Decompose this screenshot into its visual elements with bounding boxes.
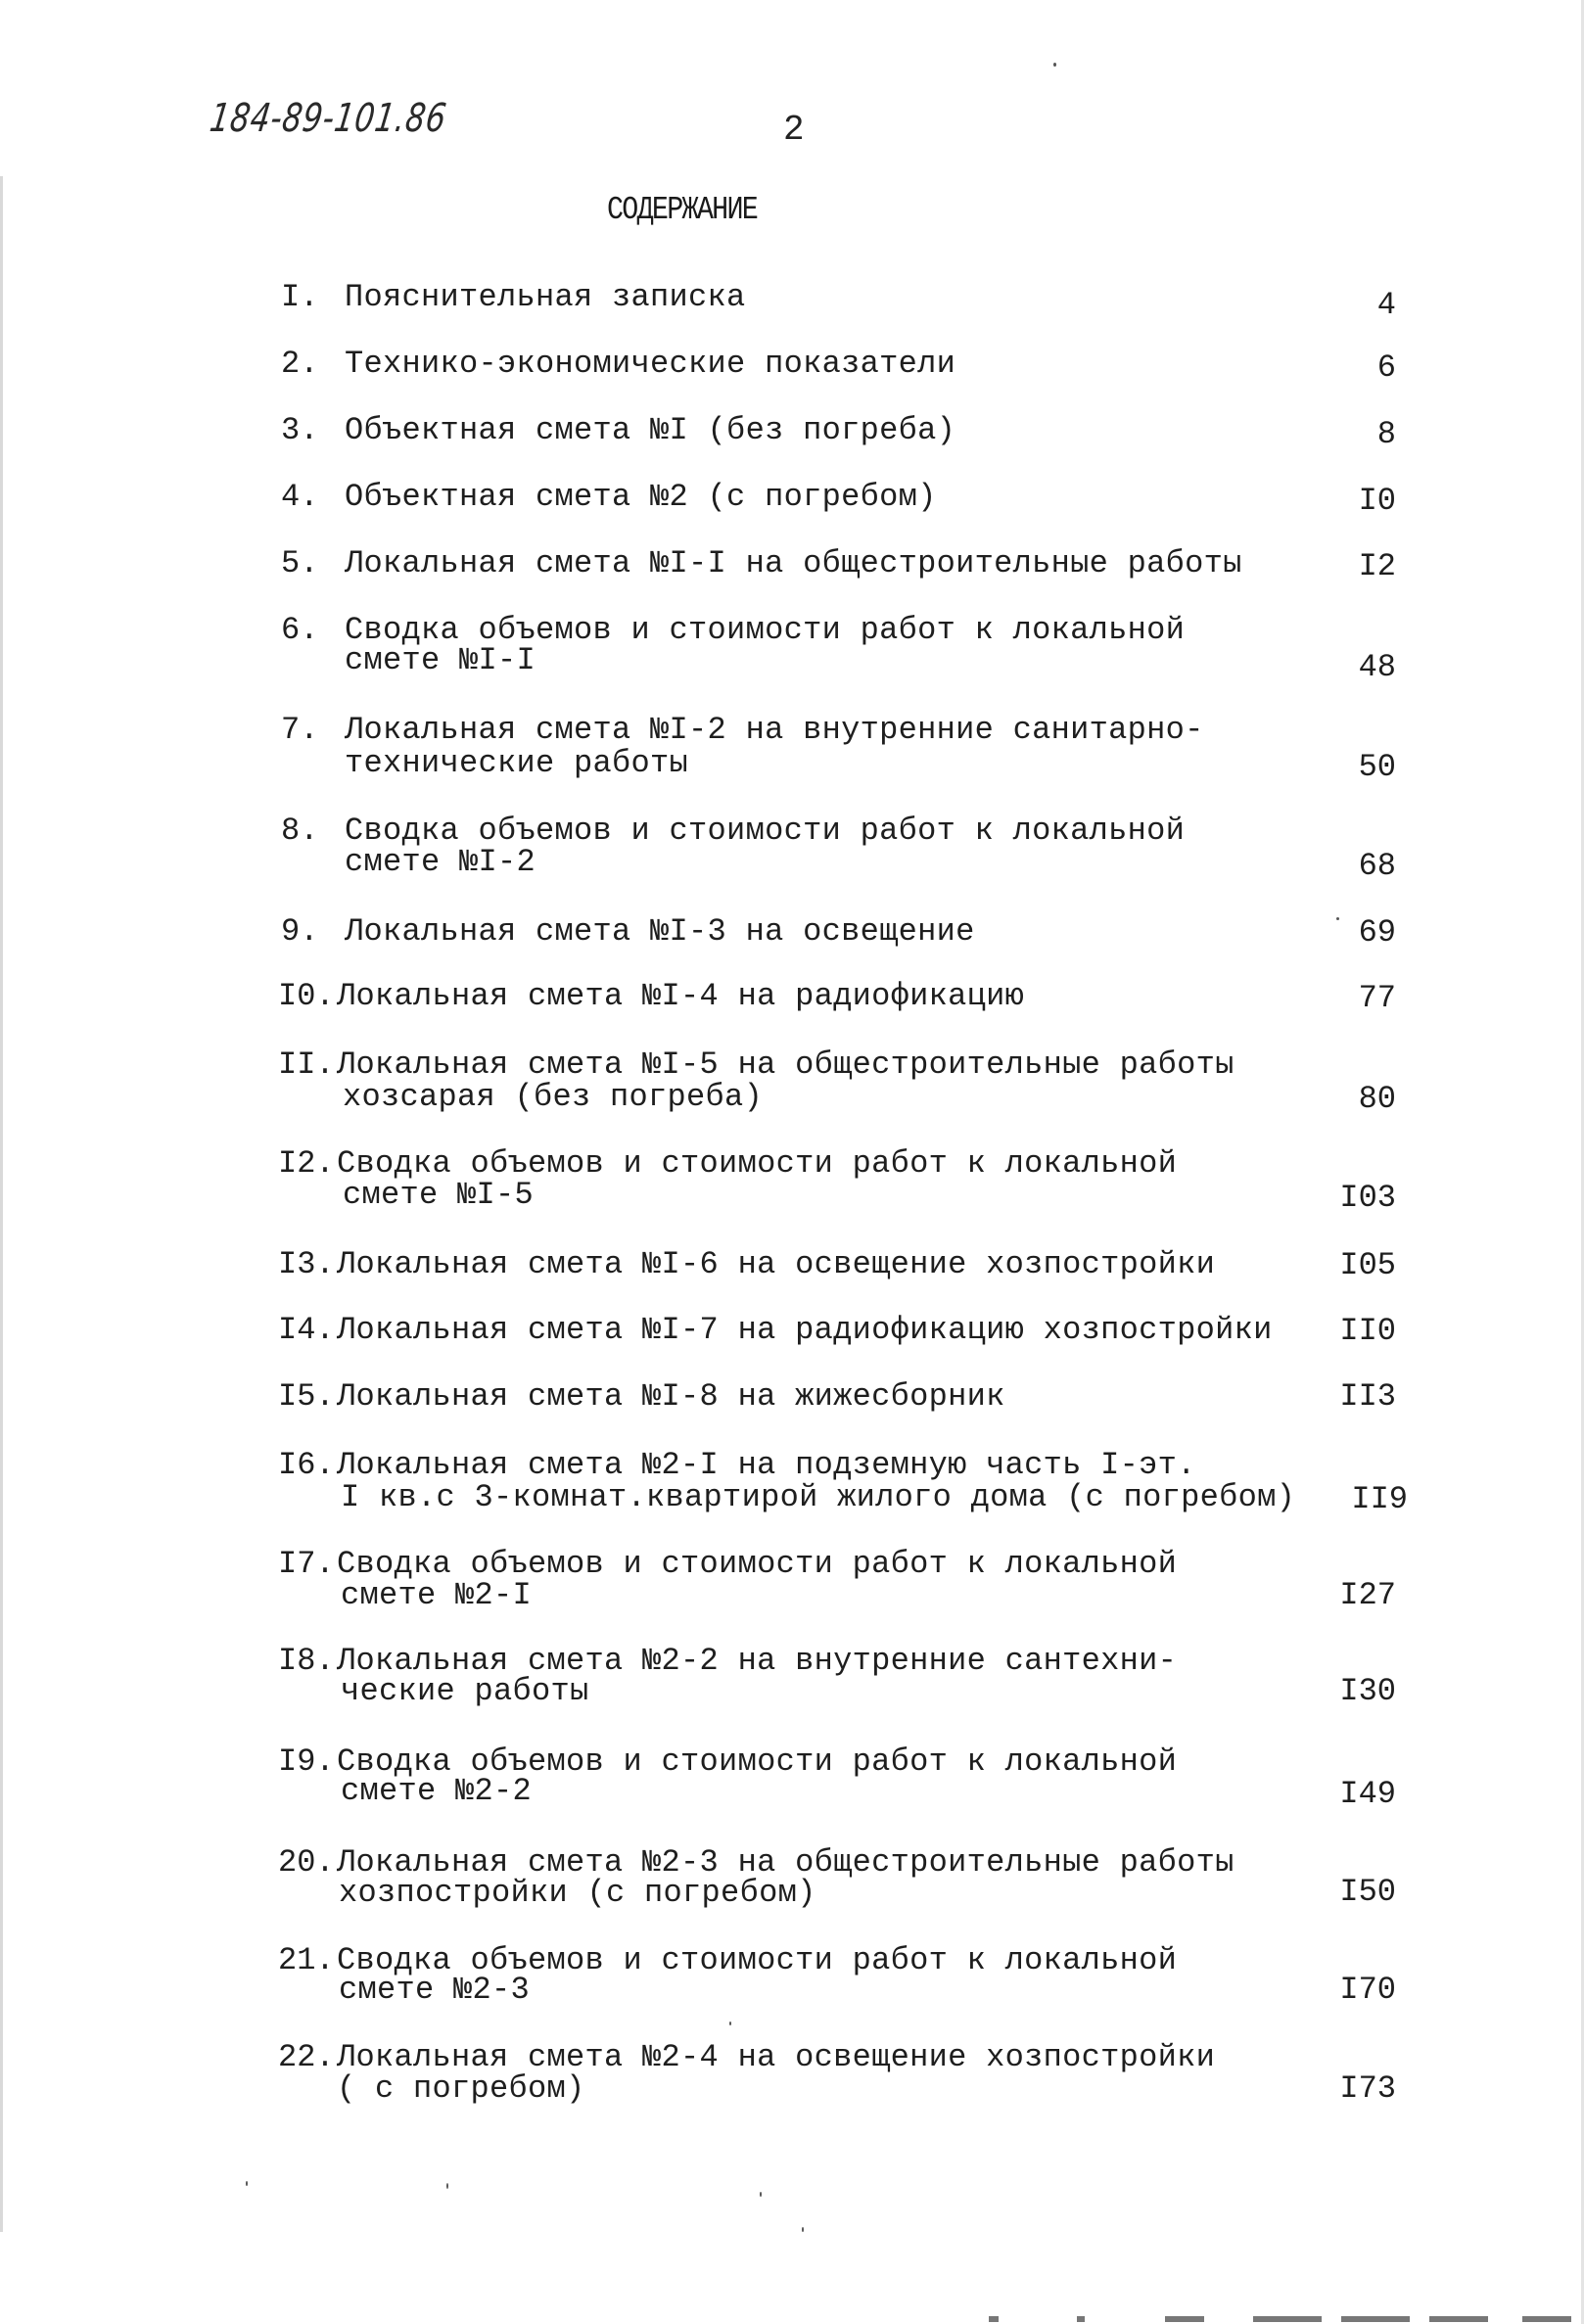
- toc-item-title-continuation: ( с погребом): [337, 2070, 585, 2107]
- toc-item-title: Локальная смета №2-I на подземную часть I-эт.: [337, 1447, 1196, 1483]
- toc-item-title: Локальная смета №I-7 на радиофикацию хозпостройки: [337, 1312, 1273, 1348]
- document-code-handwritten: 184-89-101.86: [207, 96, 450, 141]
- scan-speck: [729, 2022, 731, 2025]
- toc-item-number: 6.: [281, 612, 319, 648]
- scan-speck: [1053, 63, 1056, 67]
- scan-footer-marks: [989, 2316, 1576, 2324]
- scan-speck: [246, 2181, 248, 2186]
- toc-item-page: 80: [1358, 1081, 1396, 1117]
- toc-item-page: I05: [1339, 1247, 1396, 1283]
- toc-item-page: II3: [1339, 1378, 1396, 1415]
- toc-item-number: 9.: [281, 913, 319, 950]
- toc-item-title-continuation: смете №2-I: [341, 1577, 533, 1613]
- toc-item-number: I5.: [278, 1378, 335, 1415]
- toc-item-title-continuation: хозсарая (без погреба): [343, 1079, 764, 1115]
- toc-item-number: 3.: [281, 412, 319, 448]
- scan-edge-left: [0, 176, 3, 2232]
- toc-item-page: I30: [1339, 1673, 1396, 1709]
- toc-item-number: I9.: [278, 1743, 335, 1780]
- toc-item-title-continuation: смете №I-5: [343, 1177, 535, 1213]
- toc-item-title: Объектная смета №2 (с погребом): [345, 479, 937, 515]
- toc-item-number: I.: [281, 279, 319, 315]
- toc-item-title-continuation: технические работы: [345, 745, 689, 781]
- toc-item-page: II0: [1339, 1313, 1396, 1349]
- toc-item-title-continuation: хозпостройки (с погребом): [339, 1875, 816, 1911]
- toc-item-title: Объектная смета №I (без погреба): [345, 412, 956, 448]
- toc-item-number: 20.: [278, 1844, 335, 1881]
- toc-item-number: II.: [278, 1046, 335, 1083]
- toc-item-number: 7.: [281, 712, 319, 748]
- toc-item-number: 2.: [281, 346, 319, 382]
- toc-item-page: 4: [1376, 287, 1396, 323]
- toc-item-page: 77: [1358, 980, 1396, 1016]
- toc-item-title-continuation: смете №2-2: [341, 1773, 533, 1809]
- toc-item-number: I8.: [278, 1643, 335, 1679]
- toc-item-page: I70: [1339, 1972, 1396, 2008]
- toc-item-title: Сводка объемов и стоимости работ к локальной: [337, 1145, 1178, 1182]
- toc-item-title: Локальная смета №I-6 на освещение хозпостройки: [337, 1246, 1216, 1282]
- toc-item-title: Локальная смета №I-2 на внутренние санитарно-: [345, 712, 1204, 748]
- toc-item-number: 21.: [278, 1942, 335, 1978]
- toc-item-title-continuation: смете №I-2: [345, 844, 536, 880]
- toc-item-number: I2.: [278, 1145, 335, 1182]
- toc-item-page: I27: [1339, 1577, 1396, 1613]
- toc-item-number: I0.: [278, 978, 335, 1014]
- toc-item-number: 5.: [281, 545, 319, 581]
- toc-item-page: 48: [1358, 649, 1396, 685]
- toc-item-page: I2: [1358, 548, 1396, 584]
- toc-item-title: Локальная смета №2-3 на общестроительные работы: [337, 1844, 1235, 1881]
- toc-item-page: 8: [1376, 416, 1396, 452]
- toc-item-title: Локальная смета №I-8 на жижесборник: [337, 1378, 1005, 1415]
- page-number: 2: [783, 110, 805, 150]
- toc-item-title: Сводка объемов и стоимости работ к локальной: [345, 813, 1186, 849]
- scan-speck: [760, 2192, 762, 2197]
- toc-item-number: 4.: [281, 479, 319, 515]
- toc-item-page: 68: [1358, 848, 1396, 884]
- toc-item-page: I50: [1339, 1874, 1396, 1910]
- toc-item-number: I4.: [278, 1312, 335, 1348]
- toc-item-title-continuation: ческие работы: [341, 1673, 589, 1709]
- toc-item-title: Локальная смета №I-3 на освещение: [345, 913, 975, 950]
- toc-item-title: Сводка объемов и стоимости работ к локальной: [337, 1942, 1178, 1978]
- toc-item-number: I3.: [278, 1246, 335, 1282]
- toc-item-page: II9: [1351, 1481, 1408, 1517]
- toc-item-title: Технико-экономические показатели: [345, 346, 956, 382]
- scan-speck: [802, 2227, 804, 2232]
- toc-item-title: Локальная смета №I-I на общестроительные работы: [345, 545, 1242, 581]
- toc-item-title: Локальная смета №I-4 на радиофикацию: [337, 978, 1025, 1014]
- toc-item-title-continuation: смете №2-3: [339, 1972, 531, 2008]
- toc-item-number: 22.: [278, 2039, 335, 2075]
- toc-item-title-continuation: смете №I-I: [345, 642, 536, 678]
- scan-speck: [446, 2183, 448, 2189]
- toc-item-number: I6.: [278, 1447, 335, 1483]
- toc-item-page: I73: [1339, 2070, 1396, 2107]
- toc-item-title: Пояснительная записка: [345, 279, 746, 315]
- toc-item-page: 69: [1358, 914, 1396, 951]
- page-title: СОДЕРЖАНИЕ: [607, 192, 758, 228]
- toc-item-number: I7.: [278, 1546, 335, 1582]
- toc-item-number: 8.: [281, 813, 319, 849]
- toc-item-title: Сводка объемов и стоимости работ к локальной: [337, 1546, 1178, 1582]
- toc-item-title: Сводка объемов и стоимости работ к локальной: [345, 612, 1186, 648]
- toc-item-page: I0: [1358, 483, 1396, 519]
- toc-item-page: I49: [1339, 1776, 1396, 1812]
- scan-speck: [1336, 917, 1339, 920]
- toc-item-title: Локальная смета №I-5 на общестроительные работы: [337, 1046, 1235, 1083]
- toc-item-title-continuation: I кв.с 3-комнат.квартирой жилого дома (с погребом): [341, 1479, 1296, 1515]
- toc-item-title: Локальная смета №2-2 на внутренние сантехни-: [337, 1643, 1178, 1679]
- toc-item-page: 6: [1376, 349, 1396, 386]
- toc-item-page: I03: [1339, 1180, 1396, 1216]
- toc-item-title: Сводка объемов и стоимости работ к локальной: [337, 1743, 1178, 1780]
- toc-item-title: Локальная смета №2-4 на освещение хозпостройки: [337, 2039, 1216, 2075]
- toc-item-page: 50: [1358, 749, 1396, 785]
